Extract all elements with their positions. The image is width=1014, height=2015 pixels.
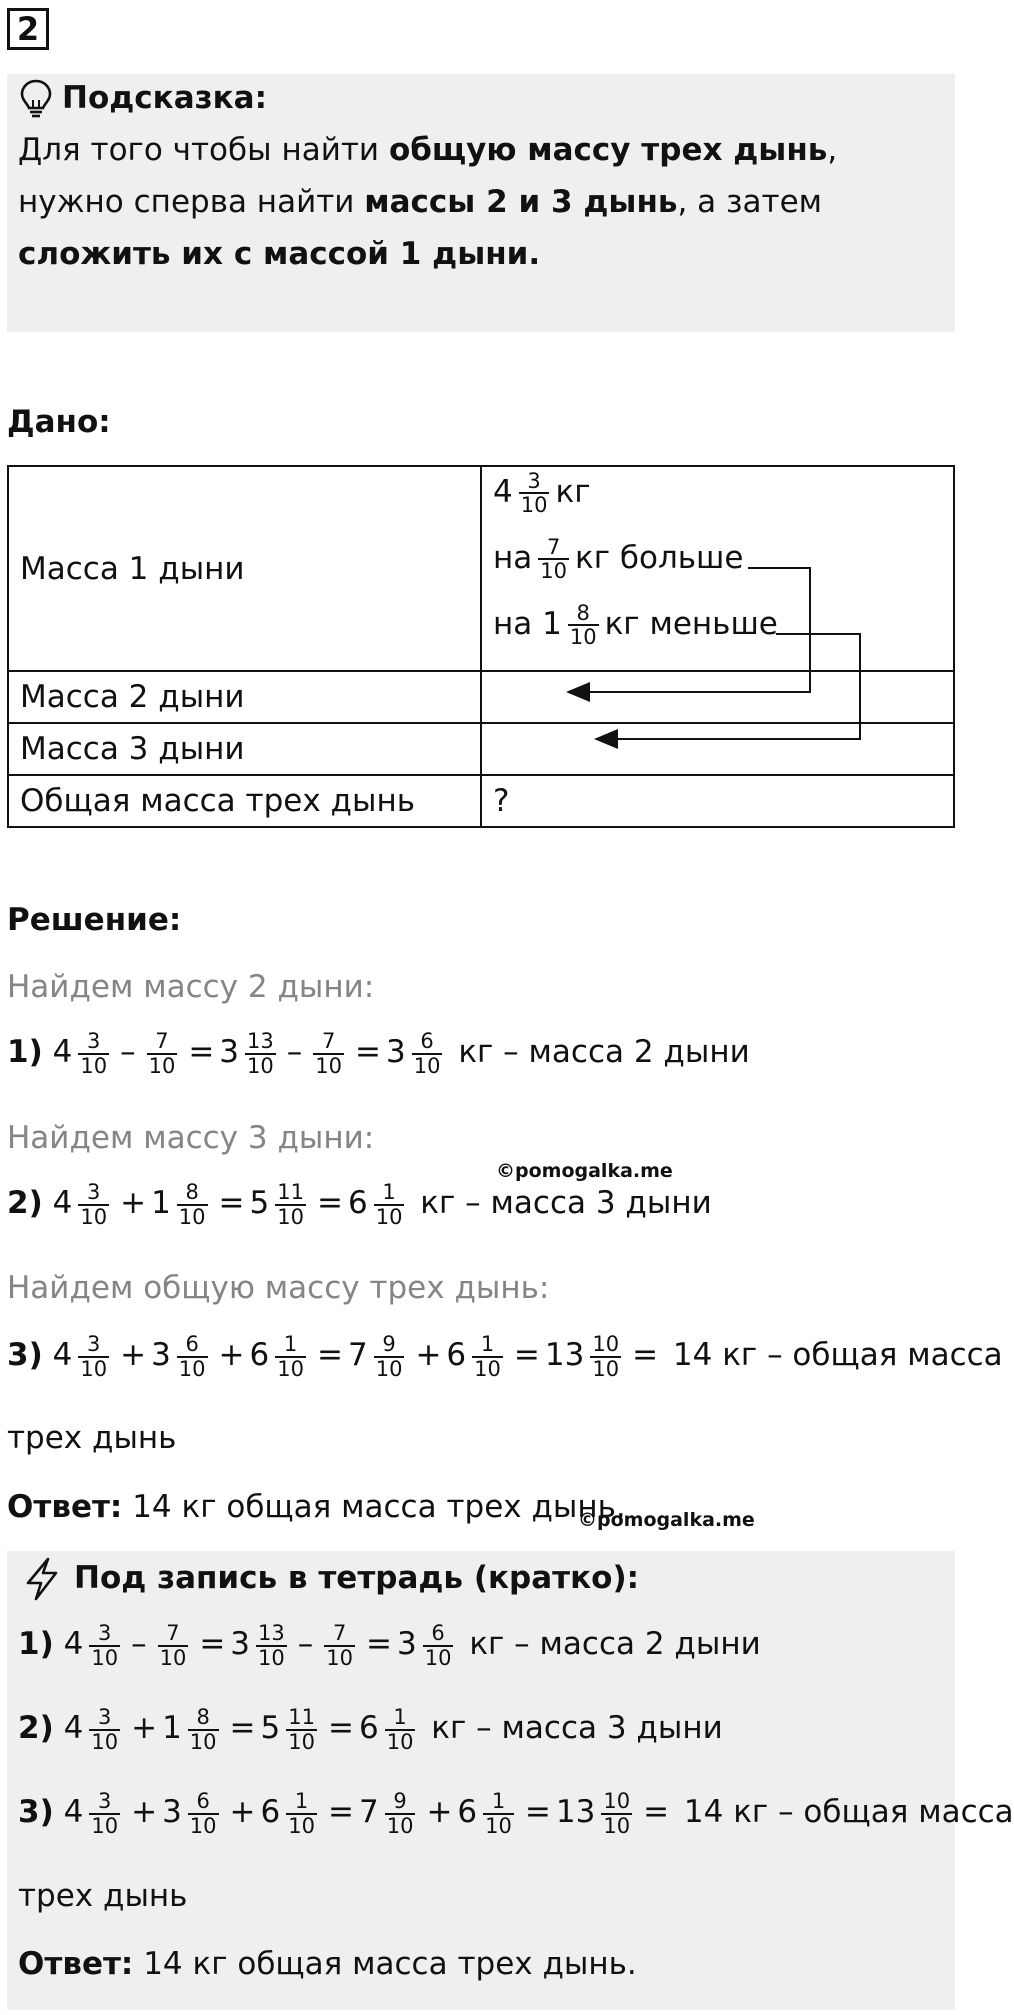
brief-equation-3: [18, 1790, 1014, 1837]
whole-number: 6: [457, 1794, 478, 1831]
equation-label: 2): [18, 1710, 54, 1747]
whole-number: 1: [151, 1185, 171, 1222]
denominator: 10: [148, 1053, 176, 1078]
whole-number: 4: [63, 1626, 84, 1663]
step1-caption: Найдем массу 2 дыни:: [7, 969, 375, 1005]
operator: =: [218, 1185, 245, 1222]
operator: =: [229, 1710, 256, 1747]
whole-number: 4: [52, 1034, 73, 1071]
arrow-less-to-mass3: [596, 634, 860, 739]
whole-number: 6: [446, 1337, 467, 1374]
numerator: 7: [332, 1621, 347, 1645]
whole-number: 3: [385, 1034, 406, 1071]
denominator: 10: [375, 1204, 403, 1229]
fraction: [158, 1622, 189, 1669]
whole-number: 4: [63, 1710, 84, 1747]
fraction: [313, 1030, 344, 1077]
operator: +: [229, 1794, 256, 1831]
denominator: 10: [386, 1729, 414, 1754]
operator: =: [327, 1710, 354, 1747]
fraction: [472, 1333, 503, 1380]
denominator: 10: [258, 1645, 285, 1670]
hint-segment: Для того чтобы найти: [18, 132, 389, 168]
denominator: 10: [288, 1813, 315, 1838]
brief-box: [7, 1551, 955, 2010]
equation-label: 1): [18, 1626, 54, 1663]
equation-label: 3): [7, 1337, 43, 1374]
whole-number: 13: [544, 1337, 585, 1374]
fraction: [256, 1622, 287, 1669]
fraction: [385, 1790, 416, 1837]
whole-number: 6: [358, 1710, 379, 1747]
brief-equation-1: [18, 1622, 761, 1669]
operator: +: [415, 1337, 442, 1374]
denominator: 10: [592, 1356, 620, 1381]
operator: +: [218, 1337, 245, 1374]
denominator: 10: [375, 1356, 403, 1381]
task-number: 2: [7, 8, 49, 50]
operator: =: [199, 1626, 226, 1663]
fraction: [275, 1333, 306, 1380]
numerator: 6: [420, 1029, 434, 1053]
given-row4-value: ?: [481, 775, 954, 827]
equation-tail: кг – масса 2 дыни: [469, 1626, 761, 1663]
fraction: [177, 1181, 208, 1228]
whole-number: 3: [162, 1794, 182, 1831]
equation-tail: кг – масса 2 дыни: [458, 1034, 750, 1071]
given-title: Дано:: [7, 404, 111, 440]
equation-tail: кг – масса 3 дыни: [431, 1710, 723, 1747]
fraction: [374, 1333, 405, 1380]
numerator: 11: [277, 1180, 304, 1204]
whole-number: 4: [52, 1185, 73, 1222]
numerator: 8: [185, 1180, 199, 1204]
denominator: 10: [91, 1813, 119, 1838]
denominator: 10: [603, 1813, 631, 1838]
brief-answer: [18, 1944, 637, 1984]
fraction: [412, 1030, 443, 1077]
numerator: 6: [185, 1332, 199, 1356]
operator: =: [366, 1626, 392, 1663]
fraction: [188, 1790, 219, 1837]
numerator: 7: [166, 1621, 180, 1645]
numerator: 1: [480, 1332, 495, 1356]
fraction: [590, 1333, 621, 1380]
operator: =: [643, 1794, 670, 1831]
arrow-more-to-mass2: [568, 568, 810, 692]
brief-title: Под запись в тетрадь (кратко):: [74, 1560, 640, 1596]
fraction: [286, 1790, 317, 1837]
operator: +: [120, 1337, 147, 1374]
given-line1: 4 $\frac{3}{10}$ кг: [493, 468, 591, 518]
equation-tail: 14 кг – общая масса: [683, 1794, 1014, 1831]
denominator: 10: [326, 1645, 353, 1670]
fraction: [78, 1333, 109, 1380]
hint-segment: массы 2 и 3 дынь: [364, 184, 678, 220]
numerator: 13: [258, 1621, 285, 1645]
equation-3-continuation: трех дынь: [7, 1420, 177, 1456]
brief-equation-3-continuation: трех дынь: [18, 1878, 188, 1914]
whole-number: 4: [52, 1337, 73, 1374]
numerator: 3: [98, 1789, 112, 1813]
operator: –: [297, 1626, 314, 1663]
denominator: 10: [80, 1356, 108, 1381]
denominator: 10: [178, 1204, 206, 1229]
whole-number: 13: [555, 1794, 596, 1831]
fraction: [385, 1706, 416, 1753]
denominator: 10: [91, 1729, 119, 1754]
whole-number: 7: [347, 1337, 368, 1374]
denominator: 10: [315, 1053, 342, 1078]
denominator: 10: [189, 1729, 217, 1754]
operator: =: [316, 1337, 343, 1374]
denominator: 10: [247, 1053, 274, 1078]
answer-label: Ответ:: [7, 1489, 123, 1525]
given-row4-label: Общая масса трех дынь: [8, 775, 481, 827]
operator: +: [131, 1794, 158, 1831]
fraction: [147, 1030, 178, 1077]
whole-number: 5: [249, 1185, 270, 1222]
denominator: 10: [485, 1813, 512, 1838]
operator: =: [327, 1794, 354, 1831]
denominator: 10: [277, 1204, 304, 1229]
fraction: $\frac{7}{10}$: [540, 534, 567, 584]
numerator: 6: [196, 1789, 210, 1813]
hint-title: Подсказка:: [62, 80, 267, 116]
denominator: 10: [91, 1645, 119, 1670]
numerator: 13: [247, 1029, 274, 1053]
denominator: 10: [189, 1813, 217, 1838]
step2-caption: Найдем массу 3 дыни:: [7, 1120, 375, 1156]
whole-number: 6: [260, 1794, 281, 1831]
numerator: 1: [382, 1180, 396, 1204]
brief-answer-label: Ответ:: [18, 1946, 134, 1982]
fraction: [188, 1706, 219, 1753]
equation-tail: кг – масса 3 дыни: [420, 1185, 712, 1222]
given-line3: на 1 $\frac{8}{10}$ кг меньше: [493, 600, 778, 650]
fraction: [275, 1181, 306, 1228]
numerator: 10: [592, 1332, 620, 1356]
answer: [7, 1487, 626, 1527]
fraction: [423, 1622, 454, 1669]
operator: =: [524, 1794, 551, 1831]
denominator: 10: [288, 1729, 315, 1754]
lightning-icon: [22, 1557, 62, 1605]
whole-number: 3: [396, 1626, 417, 1663]
given-row2-label: Масса 2 дыни: [8, 671, 481, 723]
numerator: 3: [87, 1180, 101, 1204]
whole-number: 4: [63, 1794, 84, 1831]
hint-segment: , нужно сперва найти: [18, 132, 838, 220]
denominator: 10: [80, 1053, 108, 1078]
denominator: 10: [424, 1645, 452, 1670]
fraction: [374, 1181, 405, 1228]
denominator: 10: [178, 1356, 206, 1381]
operator: =: [188, 1034, 215, 1071]
operator: =: [316, 1185, 343, 1222]
equation-1: [7, 1030, 750, 1077]
numerator: 1: [294, 1789, 309, 1813]
numerator: 10: [603, 1789, 631, 1813]
hint-segment: сложить их с массой 1 дыни.: [18, 236, 541, 272]
given-row1-label: Масса 1 дыни: [8, 466, 481, 671]
fraction: [78, 1181, 109, 1228]
numerator: 8: [196, 1705, 210, 1729]
denominator: 10: [413, 1053, 441, 1078]
step3-caption: Найдем общую массу трех дынь:: [7, 1270, 550, 1306]
whole-number: 5: [260, 1710, 281, 1747]
denominator: 10: [80, 1204, 108, 1229]
numerator: 1: [491, 1789, 506, 1813]
numerator: 1: [283, 1332, 298, 1356]
operator: =: [355, 1034, 381, 1071]
numerator: 3: [87, 1029, 101, 1053]
numerator: 7: [321, 1029, 336, 1053]
whole-number: 6: [249, 1337, 270, 1374]
brief-answer-text: 14 кг общая масса трех дынь.: [143, 1946, 637, 1982]
whole-number: 3: [230, 1626, 251, 1663]
numerator: 9: [393, 1789, 407, 1813]
denominator: 10: [386, 1813, 414, 1838]
fraction: [89, 1790, 120, 1837]
operator: +: [131, 1710, 158, 1747]
denominator: 10: [474, 1356, 501, 1381]
equation-3: [7, 1333, 1003, 1380]
operator: –: [120, 1034, 136, 1071]
equation-tail: 14 кг – общая масса: [672, 1337, 1003, 1374]
watermark-2: ©pomogalka.me: [578, 1509, 755, 1531]
equation-2: [7, 1181, 712, 1228]
whole-number: 3: [151, 1337, 171, 1374]
denominator: 10: [159, 1645, 187, 1670]
fraction: [324, 1622, 355, 1669]
fraction: [601, 1790, 632, 1837]
numerator: 3: [98, 1621, 112, 1645]
fraction: [483, 1790, 514, 1837]
whole-number: 6: [347, 1185, 368, 1222]
numerator: 7: [155, 1029, 169, 1053]
numerator: 3: [98, 1705, 112, 1729]
hint-segment: , а затем: [677, 184, 823, 220]
answer-text: 14 кг общая масса трех дынь.: [132, 1489, 626, 1525]
numerator: 1: [393, 1705, 407, 1729]
whole-number: 3: [219, 1034, 240, 1071]
operator: +: [426, 1794, 453, 1831]
operator: =: [632, 1337, 659, 1374]
operator: –: [286, 1034, 303, 1071]
fraction: $\frac{3}{10}$: [520, 468, 548, 518]
whole-number: 7: [358, 1794, 379, 1831]
watermark: ©pomogalka.me: [496, 1160, 673, 1182]
fraction: [89, 1622, 120, 1669]
operator: –: [131, 1626, 147, 1663]
numerator: 3: [87, 1332, 101, 1356]
given-row3-label: Масса 3 дыни: [8, 723, 481, 775]
fraction: [286, 1706, 317, 1753]
whole-number: 1: [162, 1710, 182, 1747]
given-line2: на $\frac{7}{10}$ кг больше: [493, 534, 744, 584]
fraction: [177, 1333, 208, 1380]
denominator: 10: [277, 1356, 304, 1381]
numerator: 9: [382, 1332, 396, 1356]
brief-equation-2: [18, 1706, 723, 1753]
equation-label: 2): [7, 1185, 43, 1222]
operator: =: [513, 1337, 540, 1374]
equation-label: 3): [18, 1794, 54, 1831]
fraction: [245, 1030, 276, 1077]
fraction: $\frac{8}{10}$: [569, 600, 597, 650]
hint-segment: общую массу трех дынь: [388, 132, 828, 168]
numerator: 6: [431, 1621, 445, 1645]
numerator: 11: [288, 1705, 315, 1729]
equation-label: 1): [7, 1034, 43, 1071]
operator: +: [120, 1185, 147, 1222]
fraction: [89, 1706, 120, 1753]
solution-title: Решение:: [7, 902, 182, 938]
fraction: [78, 1030, 109, 1077]
